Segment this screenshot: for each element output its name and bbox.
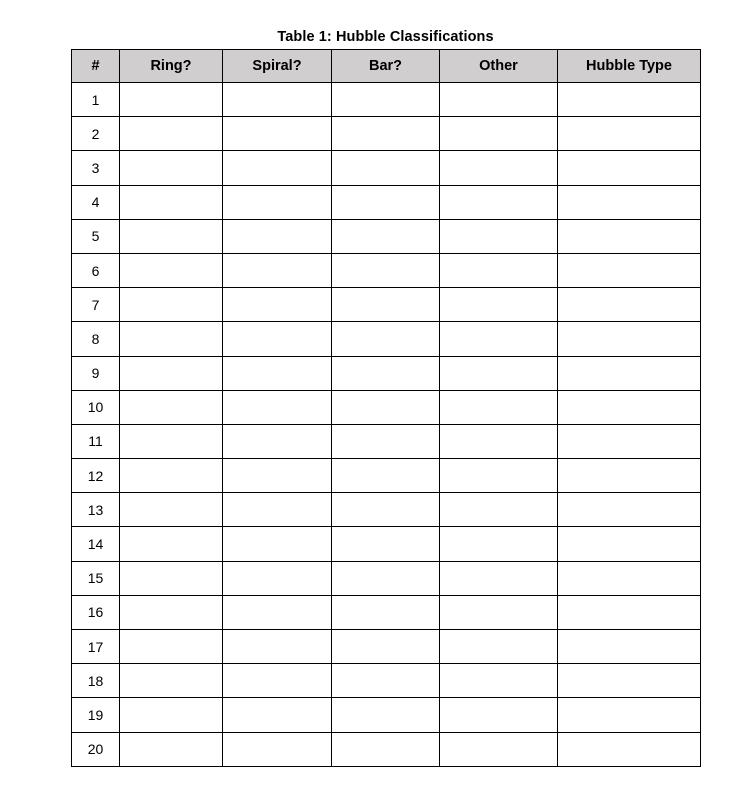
- ring-cell: [120, 185, 223, 219]
- bar-cell: [332, 83, 440, 117]
- bar-cell: [332, 322, 440, 356]
- ring-cell: [120, 219, 223, 253]
- spiral-cell: [223, 698, 332, 732]
- table-row: [72, 288, 701, 322]
- ring-cell: [120, 664, 223, 698]
- bar-cell: [332, 185, 440, 219]
- hubble-classification-table: [71, 49, 701, 767]
- bar-cell: [332, 493, 440, 527]
- bar-cell: [332, 356, 440, 390]
- bar-cell: [332, 253, 440, 287]
- other-cell: [440, 322, 558, 356]
- spiral-cell: [223, 595, 332, 629]
- table-row: [72, 83, 701, 117]
- spiral-cell: [223, 424, 332, 458]
- table-caption: Table 1: Hubble Classifications: [277, 29, 494, 45]
- row-number: 13: [72, 493, 120, 527]
- bar-cell: [332, 288, 440, 322]
- spiral-cell: [223, 732, 332, 766]
- table-row: [72, 356, 701, 390]
- header-ring: Ring?: [120, 50, 223, 83]
- hubble-type-cell: [558, 356, 701, 390]
- other-cell: [440, 698, 558, 732]
- hubble-type-cell: [558, 732, 701, 766]
- ring-cell: [120, 698, 223, 732]
- ring-cell: [120, 117, 223, 151]
- header-row: [72, 50, 701, 83]
- bar-cell: [332, 390, 440, 424]
- ring-cell: [120, 630, 223, 664]
- bar-cell: [332, 732, 440, 766]
- row-number: 14: [72, 527, 120, 561]
- other-cell: [440, 595, 558, 629]
- row-number: 15: [72, 561, 120, 595]
- spiral-cell: [223, 390, 332, 424]
- bar-cell: [332, 459, 440, 493]
- other-cell: [440, 630, 558, 664]
- ring-cell: [120, 459, 223, 493]
- spiral-cell: [223, 356, 332, 390]
- table-row: [72, 117, 701, 151]
- row-number: 7: [72, 288, 120, 322]
- row-number: 20: [72, 732, 120, 766]
- bar-cell: [332, 595, 440, 629]
- table-row: [72, 630, 701, 664]
- other-cell: [440, 83, 558, 117]
- row-number: 3: [72, 151, 120, 185]
- other-cell: [440, 253, 558, 287]
- header-bar: Bar?: [332, 50, 440, 83]
- hubble-type-cell: [558, 424, 701, 458]
- table-row: [72, 732, 701, 766]
- spiral-cell: [223, 493, 332, 527]
- bar-cell: [332, 424, 440, 458]
- other-cell: [440, 459, 558, 493]
- ring-cell: [120, 253, 223, 287]
- header-hubble-type: Hubble Type: [558, 50, 701, 83]
- row-number: 8: [72, 322, 120, 356]
- row-number: 5: [72, 219, 120, 253]
- hubble-type-cell: [558, 630, 701, 664]
- spiral-cell: [223, 459, 332, 493]
- table-row: [72, 390, 701, 424]
- bar-cell: [332, 151, 440, 185]
- hubble-type-cell: [558, 664, 701, 698]
- spiral-cell: [223, 83, 332, 117]
- other-cell: [440, 117, 558, 151]
- bar-cell: [332, 219, 440, 253]
- hubble-type-cell: [558, 390, 701, 424]
- row-number: 11: [72, 424, 120, 458]
- spiral-cell: [223, 151, 332, 185]
- other-cell: [440, 561, 558, 595]
- row-number: 6: [72, 253, 120, 287]
- hubble-type-cell: [558, 253, 701, 287]
- table-row: [72, 527, 701, 561]
- table-row: [72, 253, 701, 287]
- hubble-type-cell: [558, 219, 701, 253]
- row-number: 4: [72, 185, 120, 219]
- table-row: [72, 185, 701, 219]
- row-number: 2: [72, 117, 120, 151]
- hubble-type-cell: [558, 561, 701, 595]
- hubble-type-cell: [558, 151, 701, 185]
- spiral-cell: [223, 253, 332, 287]
- other-cell: [440, 185, 558, 219]
- other-cell: [440, 151, 558, 185]
- other-cell: [440, 493, 558, 527]
- ring-cell: [120, 83, 223, 117]
- ring-cell: [120, 732, 223, 766]
- other-cell: [440, 356, 558, 390]
- hubble-type-cell: [558, 698, 701, 732]
- row-number: 19: [72, 698, 120, 732]
- ring-cell: [120, 595, 223, 629]
- table-row: [72, 219, 701, 253]
- ring-cell: [120, 151, 223, 185]
- row-number: 9: [72, 356, 120, 390]
- table-row: [72, 493, 701, 527]
- row-number: 18: [72, 664, 120, 698]
- hubble-type-cell: [558, 117, 701, 151]
- ring-cell: [120, 527, 223, 561]
- hubble-type-cell: [558, 288, 701, 322]
- other-cell: [440, 424, 558, 458]
- table-row: [72, 424, 701, 458]
- spiral-cell: [223, 664, 332, 698]
- spiral-cell: [223, 288, 332, 322]
- table-row: [72, 151, 701, 185]
- hubble-type-cell: [558, 83, 701, 117]
- other-cell: [440, 219, 558, 253]
- hubble-type-cell: [558, 527, 701, 561]
- hubble-type-cell: [558, 493, 701, 527]
- other-cell: [440, 288, 558, 322]
- spiral-cell: [223, 527, 332, 561]
- row-number: 17: [72, 630, 120, 664]
- table-row: [72, 322, 701, 356]
- table-body: [72, 83, 701, 767]
- header-spiral: Spiral?: [223, 50, 332, 83]
- hubble-type-cell: [558, 459, 701, 493]
- row-number: 1: [72, 83, 120, 117]
- spiral-cell: [223, 630, 332, 664]
- spiral-cell: [223, 117, 332, 151]
- row-number: 10: [72, 390, 120, 424]
- ring-cell: [120, 493, 223, 527]
- spiral-cell: [223, 219, 332, 253]
- bar-cell: [332, 117, 440, 151]
- other-cell: [440, 732, 558, 766]
- other-cell: [440, 527, 558, 561]
- hubble-type-cell: [558, 322, 701, 356]
- table-row: [72, 595, 701, 629]
- ring-cell: [120, 322, 223, 356]
- spiral-cell: [223, 322, 332, 356]
- row-number: 16: [72, 595, 120, 629]
- other-cell: [440, 390, 558, 424]
- table-row: [72, 698, 701, 732]
- bar-cell: [332, 527, 440, 561]
- ring-cell: [120, 390, 223, 424]
- bar-cell: [332, 698, 440, 732]
- ring-cell: [120, 424, 223, 458]
- header-other: Other: [440, 50, 558, 83]
- bar-cell: [332, 630, 440, 664]
- ring-cell: [120, 561, 223, 595]
- table-row: [72, 561, 701, 595]
- ring-cell: [120, 288, 223, 322]
- bar-cell: [332, 561, 440, 595]
- row-number: 12: [72, 459, 120, 493]
- ring-cell: [120, 356, 223, 390]
- spiral-cell: [223, 185, 332, 219]
- other-cell: [440, 664, 558, 698]
- bar-cell: [332, 664, 440, 698]
- table-row: [72, 664, 701, 698]
- spiral-cell: [223, 561, 332, 595]
- header-number: #: [72, 50, 120, 83]
- table-row: [72, 459, 701, 493]
- hubble-type-cell: [558, 595, 701, 629]
- hubble-type-cell: [558, 185, 701, 219]
